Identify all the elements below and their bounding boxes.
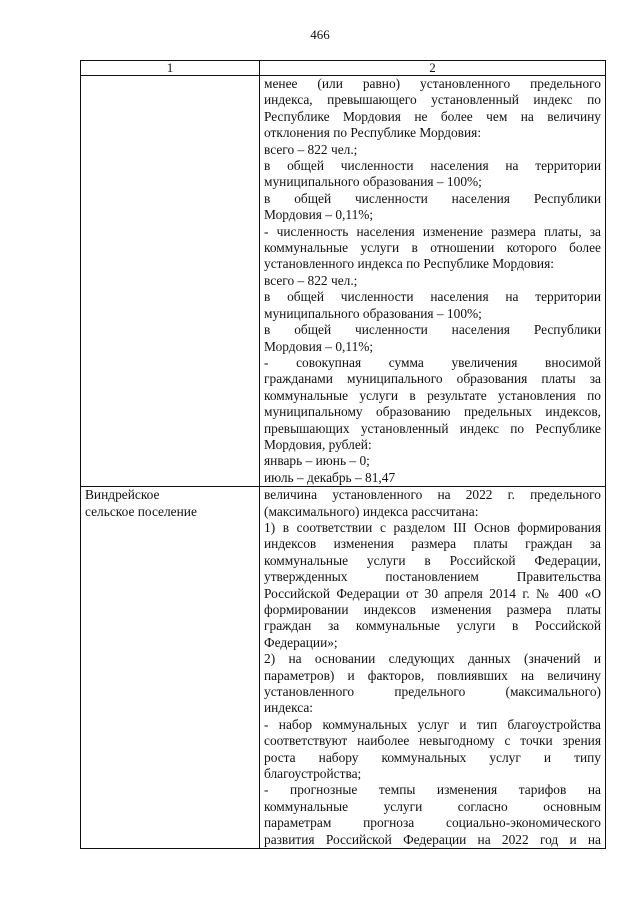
description-line: коммунальные услуги в результате установления по (264, 387, 601, 403)
description-line: отклонения по Республике Мордовия: (264, 125, 482, 141)
municipality-name-line: Виндрейское (85, 487, 160, 503)
description-line: 2) на основании следующих данных (значений и (264, 651, 601, 667)
column-header-2: 2 (260, 61, 606, 76)
description-line: параметрам прогноза социально-экономического (264, 815, 601, 831)
description-line: утвержденных постановлением Правительства (264, 569, 601, 585)
description-line: всего – 822 чел.; (264, 272, 358, 288)
description-line: в общей численности населения на территории (264, 289, 601, 305)
description-line: июль – декабрь – 81,47 (264, 469, 396, 485)
description-line: - набор коммунальных услуг и тип благоустройства (264, 716, 601, 732)
description-line: соответствуют наиболее невыгодному с точки зрения (264, 733, 601, 749)
description-line: развития Российской Федерации на 2022 год и на (264, 831, 601, 847)
description-line: граждан за коммунальные услуги в Российской (264, 618, 601, 634)
description-line: роста набору коммунальных услуг и типу (264, 749, 601, 765)
description-line: превышающих установленный индекс по Республике (264, 420, 601, 436)
municipality-name-line: сельское поселение (85, 503, 197, 519)
description-line: установленного предельного (максимального) (264, 684, 601, 700)
table-body (81, 76, 606, 849)
description-line: (максимального) индекса рассчитана: (264, 503, 479, 519)
table-row (81, 76, 606, 487)
municipality-cell (81, 76, 260, 487)
description-line: коммунальные услуги согласно основным (264, 798, 601, 814)
description-line: благоустройства; (264, 766, 362, 782)
table-row (81, 487, 606, 849)
description-line: муниципальному образованию предельных индексов, (264, 404, 601, 420)
description-line: Мордовия – 0,11%; (264, 207, 374, 223)
description-cell (260, 487, 606, 849)
description-line: в общей численности населения на территории (264, 158, 601, 174)
description-line: величина установленного на 2022 г. предельного (264, 487, 601, 503)
description-line: - численность населения изменение размера платы, за (264, 223, 601, 239)
description-line: муниципального образования – 100%; (264, 305, 482, 321)
description-line: Российской Федерации от 30 апреля 2014 г. № 400 «О (264, 585, 601, 601)
description-line: - совокупная сумма увеличения вносимой (264, 354, 601, 370)
municipality-cell (81, 487, 260, 849)
description-line: - прогнозные темпы изменения тарифов на (264, 782, 601, 798)
description-line: формировании индексов изменения размера платы (264, 602, 601, 617)
column-header-1: 1 (81, 61, 260, 76)
description-line: гражданами муниципального образования платы за (264, 371, 601, 387)
description-line: индекса: (264, 700, 314, 716)
description-line: Мордовия, рублей: (264, 436, 372, 452)
description-line: менее (или равно) установленного предельного (264, 76, 601, 91)
description-line: параметров) и факторов, повлиявших на величину (264, 667, 601, 683)
description-line: индекса, превышающего установленный индекс по (264, 92, 601, 108)
description-line: Мордовия – 0,11%; (264, 338, 374, 354)
description-line: в общей численности населения Республики (264, 322, 601, 338)
description-line: 1) в соответствии с разделом III Основ формирования (264, 519, 601, 535)
document-table (80, 60, 606, 849)
table-header-row (81, 61, 606, 76)
description-line: в общей численности населения Республики (264, 190, 601, 206)
description-line: установленного индекса по Республике Мордовия: (264, 256, 554, 272)
page-number: 466 (310, 27, 330, 42)
description-line: коммунальные услуги в Российской Федерации, (264, 552, 601, 568)
description-line: муниципального образования – 100%; (264, 174, 482, 190)
description-line: коммунальные услуги в отношении которого более (264, 240, 601, 256)
description-line: Республике Мордовия не более чем на величину (264, 108, 601, 124)
description-line: всего – 822 чел.; (264, 141, 358, 157)
description-line: индексов изменения размера платы граждан за (264, 536, 601, 552)
description-line: Федерации»; (264, 634, 338, 650)
description-cell (260, 76, 606, 487)
description-line: январь – июнь – 0; (264, 453, 370, 469)
